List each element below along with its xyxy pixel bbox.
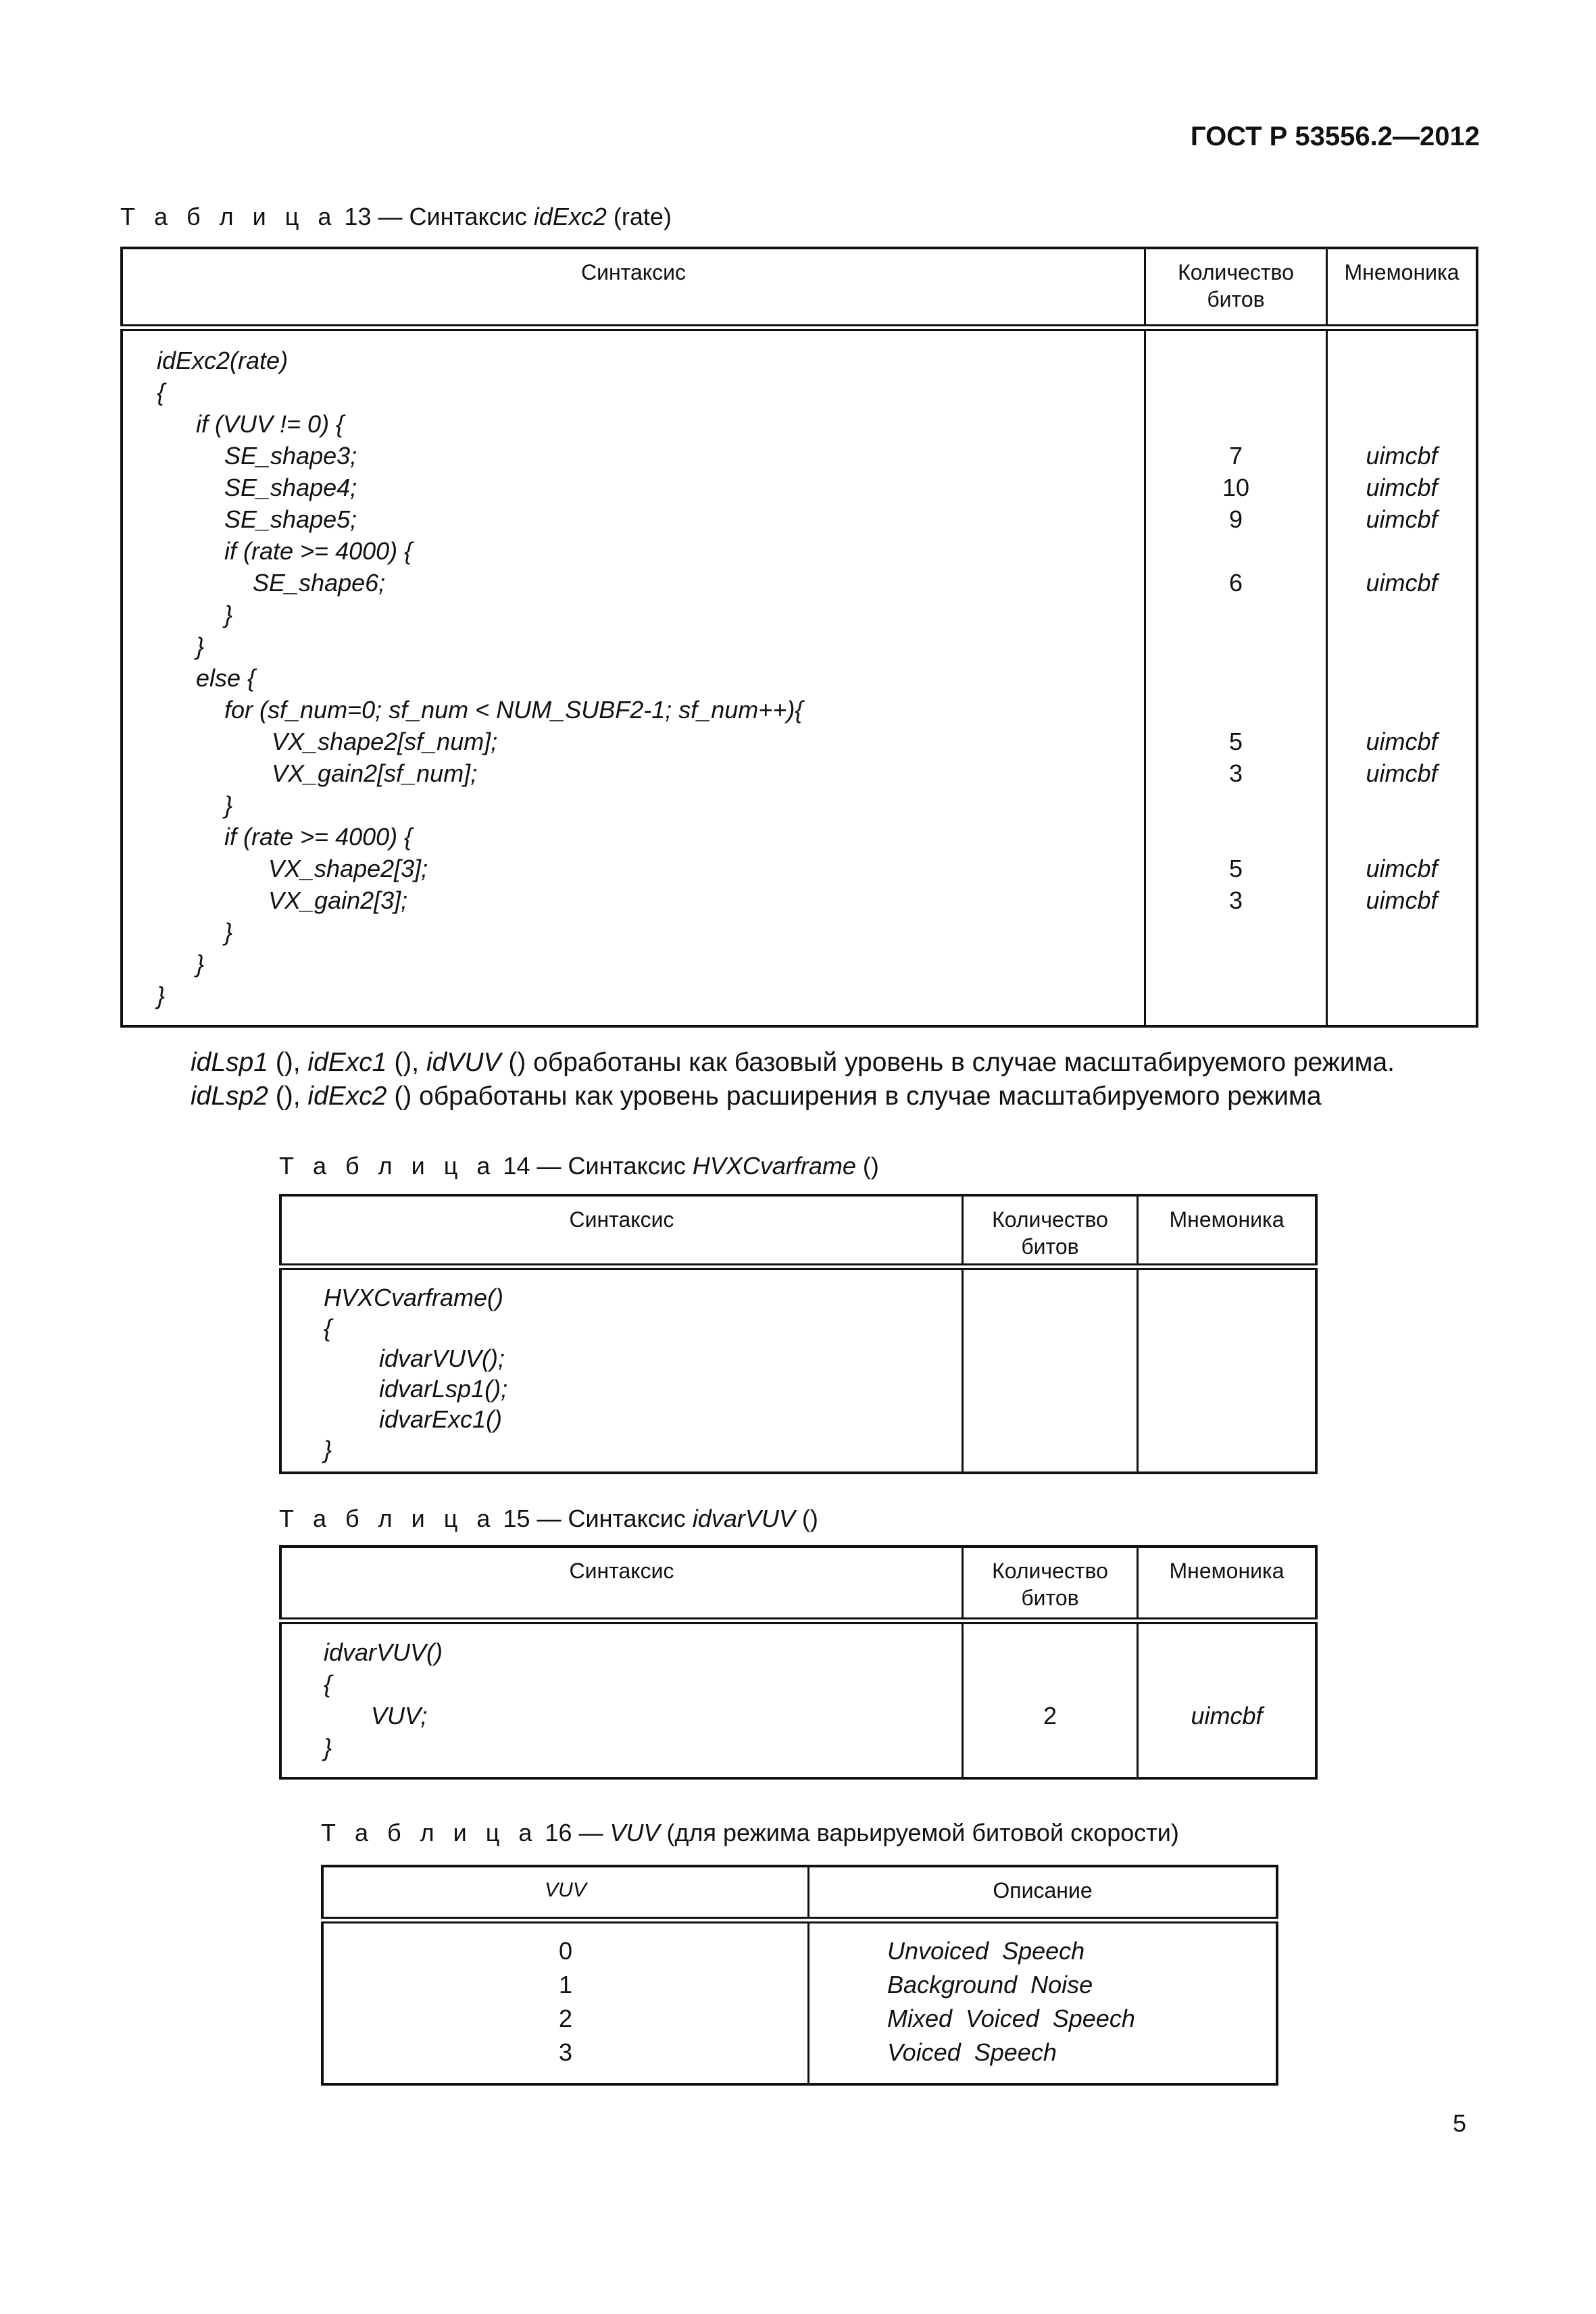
document-code: ГОСТ Р 53556.2—2012 (1190, 122, 1480, 151)
table13-mnemonic-cell (1327, 328, 1478, 1026)
mnemonic-value (1328, 662, 1476, 694)
table13-bits-cell (1145, 328, 1327, 1026)
code-line: { (157, 378, 166, 406)
bits-value (1146, 662, 1326, 694)
vuv-value: 3 (558, 2038, 573, 2066)
col-syntax: Синтаксис (280, 1546, 963, 1621)
code-line: VUV; (371, 1702, 428, 1730)
bits-value: 5 (1228, 728, 1243, 755)
mnemonic-value: uimcbf (1366, 505, 1438, 533)
mnemonic-value (1328, 630, 1476, 662)
vuv-value: 0 (558, 1937, 573, 1965)
col-mnemonic: Мнемоника (1138, 1195, 1317, 1267)
mnemonic-value (1328, 694, 1476, 726)
col-bits: Количество битов (963, 1546, 1138, 1621)
table13-caption: Т а б л и ц а 13 — Синтаксис idExc2 (rate) (120, 203, 672, 230)
code-line: } (324, 1436, 332, 1463)
page-number: 5 (1453, 2109, 1467, 2137)
table16-vuv-cell (322, 1920, 809, 2084)
code-line: SE_shape6; (253, 569, 386, 597)
table15-bits-cell (963, 1621, 1138, 1778)
code-line: } (196, 632, 205, 660)
bits-value (1146, 376, 1326, 408)
mnemonic-value: uimcbf (1191, 1702, 1263, 1730)
col-syntax: Синтаксис (280, 1195, 963, 1267)
mnemonic-value (1328, 789, 1476, 821)
code-line: { (324, 1670, 332, 1698)
code-line: } (157, 982, 166, 1009)
bits-value: 5 (1228, 855, 1243, 882)
mnemonic-value (1328, 821, 1476, 853)
bits-value (1146, 916, 1326, 948)
table13 (120, 247, 1478, 1028)
code-line: else { (196, 664, 256, 692)
code-line: idvarVUV(); (379, 1344, 505, 1372)
code-line: SE_shape5; (224, 505, 357, 533)
table16-desc-cell (809, 1920, 1278, 2084)
col-bits: Количество битов (963, 1195, 1138, 1267)
code-line: VX_shape2[sf_num]; (272, 728, 498, 755)
code-line: VX_shape2[3]; (268, 855, 428, 882)
paragraph-line-1: idLsp1 (), idExc1 (), idVUV () обработаны как базовый уровень в случае масштабируемого режима. (191, 1048, 1395, 1077)
col-description: Описание (809, 1866, 1278, 1920)
table15 (279, 1545, 1318, 1780)
bits-value (1146, 821, 1326, 853)
bits-value: 3 (1228, 759, 1243, 787)
table15-caption: Т а б л и ц а 15 — Синтаксис idvarVUV () (279, 1505, 818, 1532)
code-line: SE_shape4; (224, 474, 357, 501)
col-syntax: Синтаксис (122, 248, 1145, 328)
paragraph-line-2: idLsp2 (), idExc2 () обработаны как уровень расширения в случае масштабируемого режима (191, 1082, 1322, 1111)
code-line: idExc2(rate) (157, 347, 289, 374)
code-line: { (324, 1314, 332, 1342)
mnemonic-value: uimcbf (1366, 442, 1438, 470)
vuv-description: Mixed Voiced Speech (887, 2005, 1135, 2032)
code-line: } (224, 791, 233, 819)
table14-caption: Т а б л и ц а 14 — Синтаксис HVXCvarframe () (279, 1152, 879, 1180)
mnemonic-value: uimcbf (1366, 474, 1438, 501)
mnemonic-value: uimcbf (1366, 886, 1438, 914)
code-line: for (sf_num=0; sf_num < NUM_SUBF2-1; sf_num++){ (224, 696, 803, 724)
vuv-value: 2 (558, 2005, 573, 2032)
code-line: } (224, 601, 233, 628)
table13-syntax-cell (122, 328, 1145, 1026)
code-line: SE_shape3; (224, 442, 357, 470)
bits-value: 7 (1228, 442, 1243, 470)
code-line: } (224, 918, 233, 946)
bits-value (1146, 948, 1326, 980)
bits-value: 3 (1228, 886, 1243, 914)
code-line: if (VUV != 0) { (196, 410, 345, 438)
table16 (321, 1865, 1278, 2086)
vuv-description: Voiced Speech (887, 2038, 1057, 2066)
table15-syntax-cell (280, 1621, 963, 1778)
bits-value (1146, 789, 1326, 821)
mnemonic-value (1328, 599, 1476, 630)
bits-value: 2 (1043, 1702, 1057, 1730)
bits-value: 9 (1228, 505, 1243, 533)
vuv-value: 1 (558, 1971, 573, 1998)
bits-value (1146, 345, 1326, 376)
mnemonic-value: uimcbf (1366, 569, 1438, 597)
code-line: } (324, 1734, 332, 1761)
col-mnemonic: Мнемоника (1327, 248, 1478, 328)
bits-value (1146, 694, 1326, 726)
code-line: idvarLsp1(); (379, 1375, 508, 1403)
bits-value (1146, 535, 1326, 567)
bits-value (1146, 980, 1326, 1011)
code-line: if (rate >= 4000) { (224, 823, 413, 851)
col-vuv: VUV (322, 1866, 809, 1920)
mnemonic-value (1328, 948, 1476, 980)
code-line: idvarExc1() (379, 1405, 503, 1433)
code-line: } (196, 950, 205, 978)
table15-mnemonic-cell (1138, 1621, 1317, 1778)
code-line: VX_gain2[sf_num]; (272, 759, 478, 787)
table14 (279, 1194, 1318, 1474)
table14-mnemonic-cell (1138, 1267, 1317, 1473)
mnemonic-value: uimcbf (1366, 759, 1438, 787)
mnemonic-value (1328, 980, 1476, 1011)
code-line: VX_gain2[3]; (268, 886, 408, 914)
mnemonic-value: uimcbf (1366, 728, 1438, 755)
mnemonic-value: uimcbf (1366, 855, 1438, 882)
table14-syntax-cell (280, 1267, 963, 1473)
mnemonic-value (1328, 535, 1476, 567)
mnemonic-value (1328, 916, 1476, 948)
bits-value: 10 (1222, 474, 1250, 501)
vuv-description: Background Noise (887, 1971, 1093, 1998)
bits-value: 6 (1228, 569, 1243, 597)
table16-caption: Т а б л и ц а 16 — VUV (для режима варьируемой битовой скорости) (321, 1819, 1179, 1846)
code-line: idvarVUV() (324, 1638, 443, 1666)
col-bits: Количество битов (1145, 248, 1327, 328)
vuv-description: Unvoiced Speech (887, 1937, 1085, 1965)
bits-value (1146, 408, 1326, 440)
mnemonic-value (1328, 376, 1476, 408)
table14-bits-cell (963, 1267, 1138, 1473)
mnemonic-value (1328, 408, 1476, 440)
code-line: HVXCvarframe() (324, 1284, 504, 1311)
col-mnemonic: Мнемоника (1138, 1546, 1317, 1621)
mnemonic-value (1328, 345, 1476, 376)
bits-value (1146, 630, 1326, 662)
code-line: if (rate >= 4000) { (224, 537, 413, 565)
bits-value (1146, 599, 1326, 630)
